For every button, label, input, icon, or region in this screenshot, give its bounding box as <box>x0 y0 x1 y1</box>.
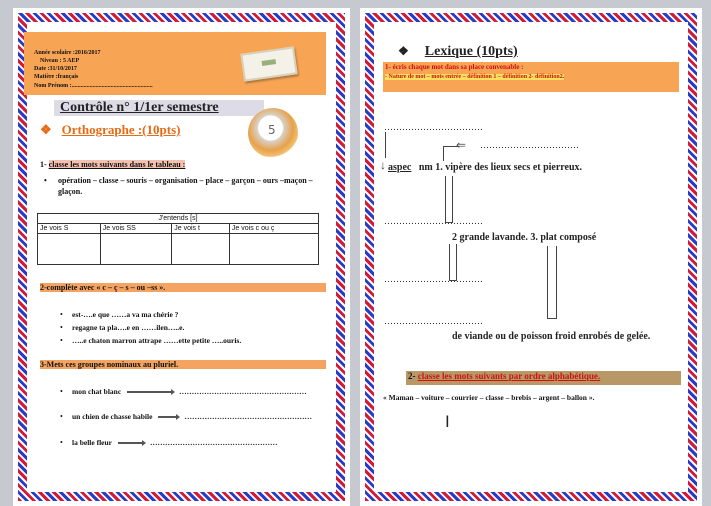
subject: Matière :français <box>34 74 79 80</box>
date: Date :31/10/2017 <box>34 66 77 72</box>
item-text: mon chat blanc <box>72 387 122 396</box>
bullet-icon: • <box>60 438 63 447</box>
exercise-2-text: classe les mots suivants par ordre alphabétique. <box>417 371 601 381</box>
left-arrow-icon: ⇐ <box>456 138 467 152</box>
answer-blank[interactable]: …………………………… <box>384 122 483 132</box>
down-arrow-icon: ↓ <box>380 158 386 172</box>
diamond-bullet-icon: ❖ <box>398 44 409 58</box>
exam-title: Contrôle n° 1/1er semestre <box>54 100 264 116</box>
table-column-header: Je vois c ou ç <box>229 224 318 234</box>
sound-table <box>37 213 319 265</box>
sentence-1: est-….e que ……a va ma chérie ? <box>72 310 179 319</box>
definition-line-2: 2 grande lavande. 3. plat composé <box>452 232 597 243</box>
connector-line <box>385 132 386 158</box>
student-name: Nom Prénom :...................................................... <box>34 83 153 89</box>
lexique-section-title <box>398 44 518 60</box>
table-header: J'entends [s] <box>38 214 319 224</box>
header-info-box <box>24 32 326 95</box>
pluralize-item-3 <box>72 438 322 447</box>
answer-blank[interactable]: …………………………… <box>384 316 483 326</box>
exercise-1-words <box>44 175 320 197</box>
connector-box <box>547 246 557 319</box>
text-cursor-icon: I <box>445 412 450 431</box>
connector-line <box>443 146 458 161</box>
exercise-1-text: classe les mots suivants dans le tableau : <box>48 160 186 169</box>
arrow-icon <box>127 391 173 393</box>
arrow-icon <box>118 442 144 444</box>
definition-text-1: nm 1. vipère des lieux secs et pierreux. <box>418 162 583 173</box>
item-text: la belle fleur <box>72 438 112 447</box>
item-text: un chien de chasse habile <box>72 412 153 421</box>
diamond-bullet-icon: ❖ <box>40 122 52 137</box>
answer-blank[interactable]: …………………………… <box>480 140 579 150</box>
arrow-icon <box>158 416 178 418</box>
level: Niveau : 5 AEP <box>40 58 80 64</box>
school-year: Année scolaire :2016/2017 <box>34 50 101 56</box>
table-cell[interactable] <box>38 234 101 265</box>
certificate-icon <box>240 46 297 81</box>
bullet-icon: • <box>60 412 63 421</box>
badge-number: 5 <box>268 123 276 137</box>
table-column-header: Je vois SS <box>100 224 172 234</box>
exercise-3-instruction: 3-Mets ces groupes nominaux au pluriel. <box>40 360 326 369</box>
lexique-exercise-2-instruction <box>406 371 681 385</box>
exercise-1-instruction <box>40 160 185 169</box>
lexique-label: Lexique (10pts) <box>424 44 518 59</box>
lexique-instruction-box <box>383 62 679 92</box>
orthographe-section-title <box>40 122 180 138</box>
bullet-icon: • <box>60 323 63 332</box>
definition-line-3: de viande ou de poisson froid enrobés de gelée. <box>452 331 651 342</box>
table-cell[interactable] <box>172 234 230 265</box>
bullet-icon: • <box>60 387 63 396</box>
sentence-2: regagne ta pla….e en ……ilen…..e. <box>72 323 185 332</box>
table-column-header: Je vois S <box>38 224 101 234</box>
answer-blank[interactable]: …………………………… <box>384 216 483 226</box>
sentence-3: …..e chaton marron attrape ……ette petite …..ouris. <box>72 336 242 345</box>
bullet-icon: • <box>44 176 47 185</box>
orthographe-label: Orthographe :(10pts) <box>61 122 181 137</box>
lexique-instruction-1: 1- écris chaque mot dans sa place convenable : <box>385 63 524 71</box>
exercise-2-instruction: 2-complète avec « c – ç – s – ou –ss ». <box>40 283 326 292</box>
lexique-instruction-2: - Nature de mot – mots entrée – définition 1 – définition 2- définition2. <box>385 74 565 80</box>
bullet-icon: • <box>60 336 63 345</box>
bullet-icon: • <box>60 310 63 319</box>
sun-badge-icon <box>248 108 298 158</box>
word-list-1: opération – classe – souris – organisation – place – garçon – ours –maçon – glaçon. <box>58 176 313 196</box>
entry-word: aspec <box>388 162 412 173</box>
table-cell[interactable] <box>100 234 172 265</box>
answer-blank[interactable]: …………………………… <box>384 274 483 284</box>
answer-blank[interactable]: …………………………………………… <box>150 438 278 447</box>
table-cell[interactable] <box>229 234 318 265</box>
answer-blank[interactable]: …………………………………………… <box>184 412 312 421</box>
table-column-header: Je vois t <box>172 224 230 234</box>
alphabetical-word-list: « Maman – voiture – courrier – classe – brebis – argent – ballon ». <box>383 393 595 402</box>
answer-blank[interactable]: …………………………………………… <box>179 387 307 396</box>
pluralize-item-1 <box>72 387 322 396</box>
definition-line-1 <box>388 162 582 173</box>
exercise-1-number: 1- <box>40 160 47 169</box>
exercise-2-number: 2- <box>408 371 416 381</box>
pluralize-item-2 <box>72 412 322 421</box>
